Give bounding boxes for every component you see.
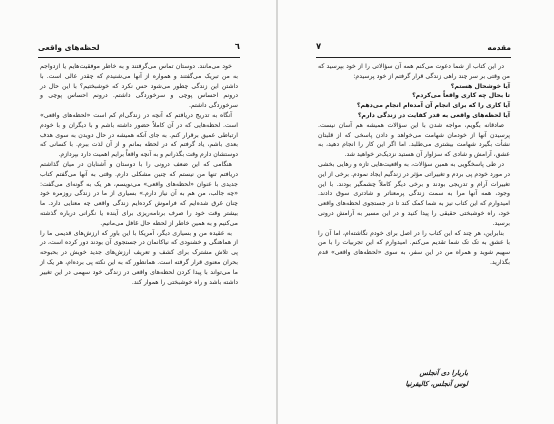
author-location: لوس آنجلس، کالیفرنیا [405,380,468,388]
left-running-title: لحظه‌های واقعی [38,43,100,52]
question-line: آیا خوشحال هستم؟ [450,82,510,90]
question-line: تا بحال چه کاری واقعاً می‌کردم؟ [412,92,510,100]
right-running-title: مقدمه [487,43,511,52]
right-page [278,0,554,424]
paragraph: خود می‌مانند. دوستان تماس می‌گرفتند و به خاطر موفقیت‌هایم یا ازدواجم به من تبریک می‌گفتند و همواره از آنها می‌شنیدم که چقدر عالی است. با داشتن این زندگی چطور می‌شود حس نکرد که خوشبختیم؟ با این حال در درونم احساس پوچی و سرخوردگی داشتم. درونم احساس پوچی و سرخوردگی داشتم. [40,63,238,110]
left-page [0,0,276,424]
author-name: باربارا دی آنجلس [419,369,468,377]
paragraph: به عقیده من و بسیاری دیگر، آمریکا با این باور که ارزش‌های قدیمی ما را از هماهنگی و خشنودی که نیاکانمان در جستجوی آن بودند دور کرده است، در پی تلاش مشترک برای کشف و تعریف ارزش‌های جدید خویش در بحبوحه بحران معنوی قرار گرفته است. همانطور که به این نکته پی برده‌ام، هر یک از ما می‌تواند با پیدا کردن لحظه‌های واقعی در زندگی خود سهمی در این تغییر داشته باشد و راه خوشبختی را هموار کند. [40,229,238,286]
question-line: آیا کاری را که برای انجام آن آمده‌ام انجام می‌دهم؟ [356,102,510,110]
paragraph: هنگامی که این ضعف درونی را با دوستان و آشنایان در میان گذاشتم دریافتم تنها من نیستم که چنین مشکلی دارم. وقتی به آنها می‌گفتم کتاب جدیدی با عنوان «لحظه‌های واقعی» می‌نویسم، هر یک به گونه‌ای می‌گفت: «چه جالب، من هم به آن نیاز دارم.» بسیاری از ما در زندگی روزمره خود چنان غرق شده‌ایم که فراموش کرده‌ایم زندگی واقعی چه معنایی دارد. ما بیشتر وقت خود را صرف برنامه‌ریزی برای آینده یا نگرانی درباره گذشته می‌کنیم و به همین خاطر از لحظه حال غافل می‌مانیم. [40,160,238,227]
left-page-header [38,42,240,56]
author-signature [318,368,468,390]
left-header-rule [38,57,240,58]
left-page-number: ٦ [234,42,240,52]
paragraph: در این کتاب از شما دعوت می‌کنم همه آن سؤالاتی را از خود بپرسید که من وقتی بر سر چند راهی زندگی قرار گرفتم از خود پرسیدم: [318,63,510,80]
right-page-header [316,42,511,56]
paragraph: صادقانه بگویم، مواجه شدن با این سؤالات همیشه هم آسان نیست. پرسیدن آنها از خودمان شهامت می‌خواهد و دادن پاسخی که از قلبتان نشأت بگیرد شهامت بیشتری می‌طلبد. اما اگر این کار را انجام دهید، به عشق، آرامش و شادی که سزاوار آن هستید نزدیک‌تر خواهید شد. [318,121,510,159]
right-page-number: ٧ [316,42,322,52]
right-header-rule [316,57,511,58]
left-page-body [40,62,238,287]
paragraph: آنگاه به تدریج دریافتم که آنچه در زندگی‌ام کم است «لحظه‌های واقعی» است. لحظه‌هایی که در آن کاملاً حضور داشته باشم و با دیگران و با خودم ارتباطی عمیق برقرار کنم. به جای آنکه همیشه در حال دویدن به سوی هدف بعدی باشم، یاد گرفتم که در لحظه بمانم و از آن لذت ببرم. با کسانی که دوستشان دارم وقت بگذرانم و به آنچه واقعاً برایم اهمیت دارد بپردازم. [40,111,238,159]
paragraph: در طی پاسخگویی به همین سؤالات، به واقعیت‌هایی تازه و رهایی بخشی در مورد خودم پی بردم و تغییراتی مؤثر در زندگیم ایجاد نمودم. برخی از این تغییرات آرام و تدریجی بودند و برخی دیگر کاملاً چشمگیر بودند. با این وجود، همه آنها مرا به سمت زندگی پرمعنا‌تر و شادتری سوق دادند. امیدوارم که این کتاب نیز به شما کمک کند تا در جستجوی لحظه‌های واقعی خود، راه خوشبختی حقیقی را پیدا کنید و در این مسیر به آرامش درونی برسید. [318,160,510,227]
question-line: آیا لحظه‌های واقعی به قدر کفایت در زندگی دارم؟ [357,111,510,119]
paragraph: بنابراین، هر چند که این کتاب را در اصل برای خودم نگاشته‌ام، اما آن را با عشق به تک تک شما تقدیم می‌کنم. امیدوارم که این تجربیات را با من سهیم شوید و همراه من در این سفر، به سوی «لحظه‌های واقعی» قدم بگذارید. [318,229,510,266]
right-page-body [318,62,510,268]
